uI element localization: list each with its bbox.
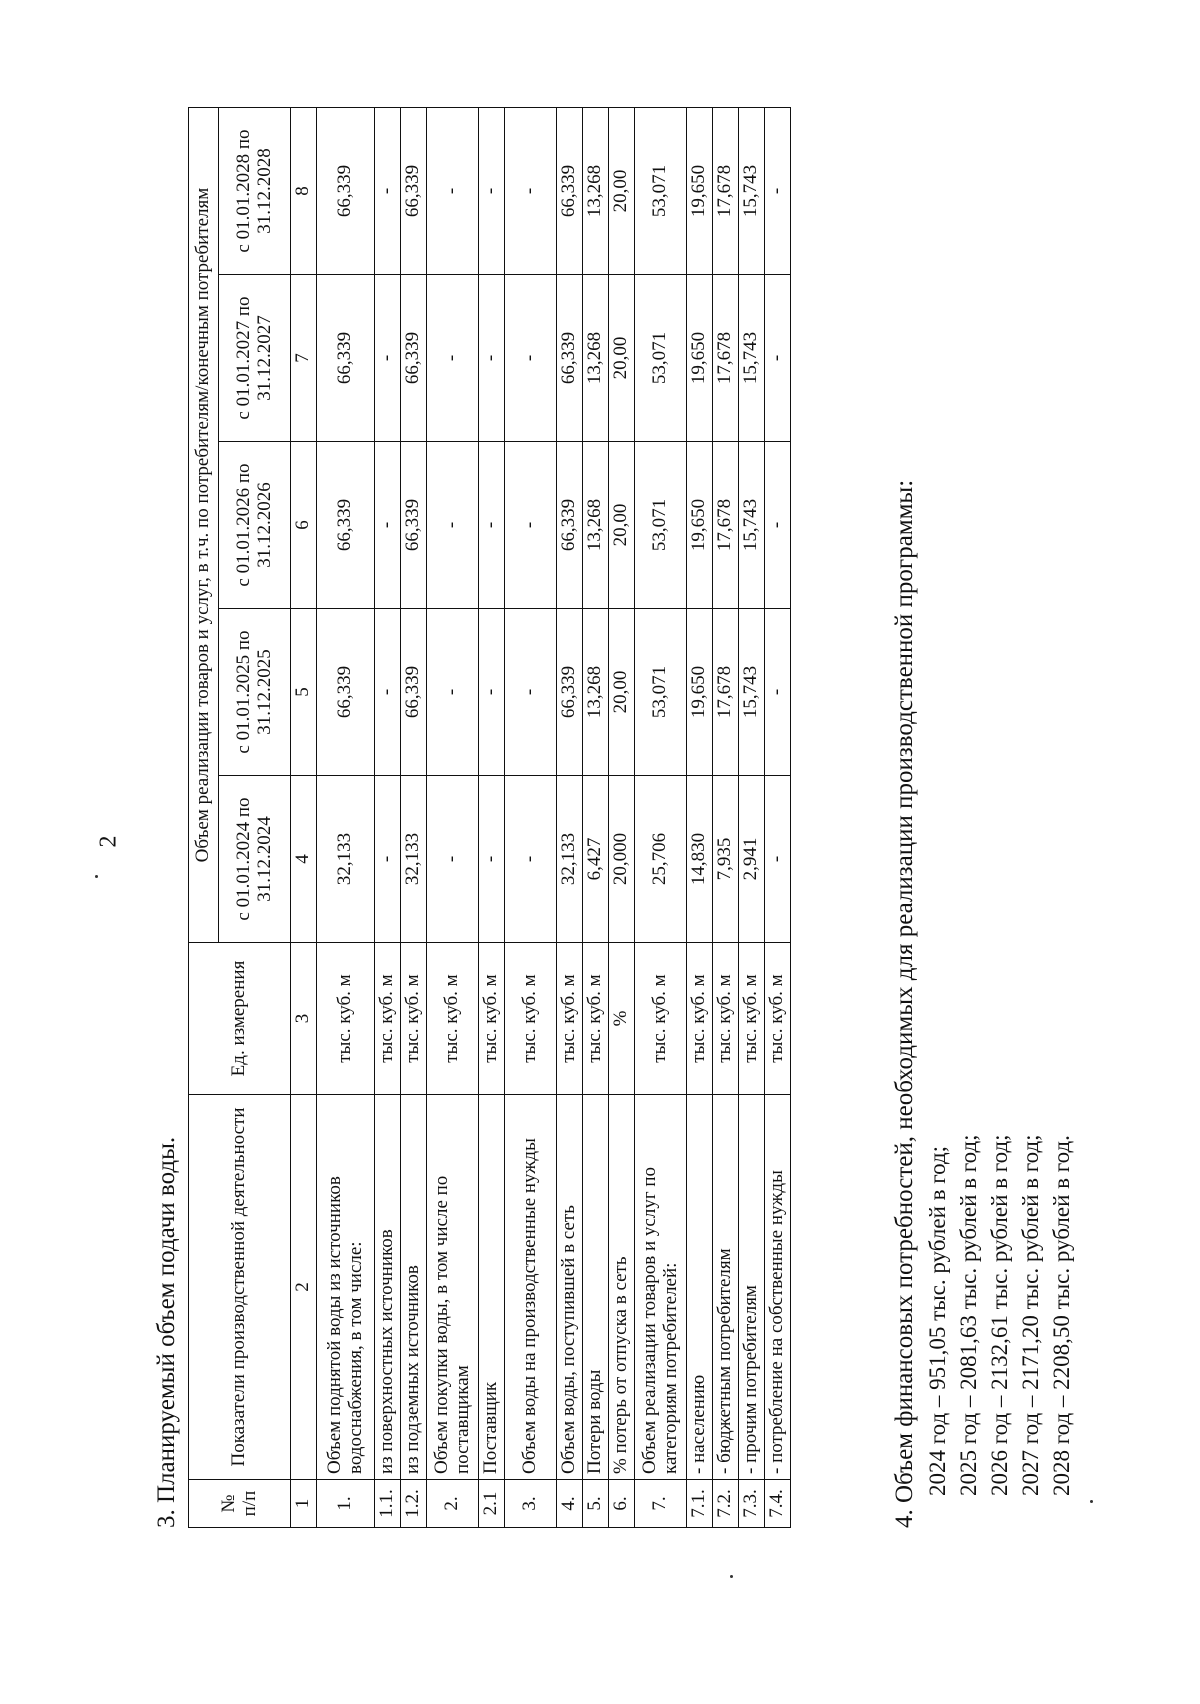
row-number: 7.: [635, 1480, 687, 1528]
row-value: 17,678: [713, 108, 739, 275]
table-row: [401, 108, 427, 1528]
table-row: [317, 108, 375, 1528]
row-value: -: [427, 275, 479, 442]
row-unit: тыс. куб. м: [401, 943, 427, 1095]
row-number: 1.1.: [375, 1480, 401, 1528]
row-value: -: [479, 275, 505, 442]
header-period-2027: с 01.01.2027 по 31.12.2027: [219, 275, 291, 442]
row-number: 7.4.: [765, 1480, 791, 1528]
index-cell: 1: [291, 1480, 317, 1528]
row-value: -: [765, 275, 791, 442]
table-row: [713, 108, 739, 1528]
index-cell: 6: [291, 442, 317, 609]
table-row: [557, 108, 583, 1528]
row-indicator: Потери воды: [583, 1095, 609, 1480]
row-indicator: из подземных источников: [401, 1095, 427, 1480]
row-value: -: [505, 442, 557, 609]
table-row: [427, 108, 479, 1528]
row-number: 1.2.: [401, 1480, 427, 1528]
row-value: -: [375, 275, 401, 442]
row-indicator: Объем воды, поступившей в сеть: [557, 1095, 583, 1480]
row-value: -: [375, 609, 401, 776]
row-value: 17,678: [713, 442, 739, 609]
row-value: 15,743: [739, 275, 765, 442]
row-unit: тыс. куб. м: [317, 943, 375, 1095]
row-value: 20,00: [609, 108, 635, 275]
row-value: 66,339: [557, 108, 583, 275]
row-value: 25,706: [635, 776, 687, 943]
row-value: 66,339: [317, 108, 375, 275]
row-value: 20,00: [609, 442, 635, 609]
row-value: -: [505, 108, 557, 275]
row-value: 17,678: [713, 609, 739, 776]
index-cell: 4: [291, 776, 317, 943]
finance-line-2028: 2028 год – 2208,50 тыс. рублей в год.: [1048, 1135, 1074, 1496]
row-value: 7,935: [713, 776, 739, 943]
row-indicator: Объем воды на производственные нужды: [505, 1095, 557, 1480]
table-row: [583, 108, 609, 1528]
row-value: 20,00: [609, 275, 635, 442]
row-value: -: [427, 108, 479, 275]
header-period-2028: с 01.01.2028 по 31.12.2028: [219, 108, 291, 275]
row-value: -: [479, 442, 505, 609]
row-number: 7.3.: [739, 1480, 765, 1528]
row-unit: тыс. куб. м: [505, 943, 557, 1095]
table-row: [765, 108, 791, 1528]
row-indicator: - потребление на собственные нужды: [765, 1095, 791, 1480]
row-unit: тыс. куб. м: [583, 943, 609, 1095]
row-unit: тыс. куб. м: [557, 943, 583, 1095]
row-number: 6.: [609, 1480, 635, 1528]
row-value: -: [375, 442, 401, 609]
row-value: 32,133: [317, 776, 375, 943]
row-indicator: - прочим потребителям: [739, 1095, 765, 1480]
row-indicator: Поставщик: [479, 1095, 505, 1480]
index-cell: 7: [291, 275, 317, 442]
row-unit: тыс. куб. м: [427, 943, 479, 1095]
row-unit: тыс. куб. м: [765, 943, 791, 1095]
row-value: 15,743: [739, 108, 765, 275]
row-number: 5.: [583, 1480, 609, 1528]
table-row: [505, 108, 557, 1528]
row-value: 19,650: [687, 609, 713, 776]
header-num: № п/п: [189, 1480, 291, 1528]
page-number: 2: [95, 835, 122, 848]
table-row: [609, 108, 635, 1528]
row-value: 53,071: [635, 108, 687, 275]
row-number: 2.: [427, 1480, 479, 1528]
row-value: -: [765, 609, 791, 776]
scan-speck: [730, 1575, 733, 1578]
row-number: 3.: [505, 1480, 557, 1528]
row-value: 53,071: [635, 275, 687, 442]
row-value: 66,339: [557, 442, 583, 609]
row-value: 15,743: [739, 609, 765, 776]
row-value: 66,339: [401, 275, 427, 442]
section-4: [888, 480, 1077, 1528]
scan-speck: [95, 875, 98, 878]
row-indicator: из поверхностных источников: [375, 1095, 401, 1480]
section-4-title: 4. Объем финансовых потребностей, необходимых для реализации производственной программы:: [891, 479, 918, 1528]
table-row: [635, 108, 687, 1528]
row-indicator: - бюджетным потребителям: [713, 1095, 739, 1480]
row-number: 4.: [557, 1480, 583, 1528]
row-value: 19,650: [687, 275, 713, 442]
row-value: 17,678: [713, 275, 739, 442]
row-value: -: [765, 776, 791, 943]
rotated-document-sheet: [143, 78, 1103, 1558]
row-value: 53,071: [635, 609, 687, 776]
row-value: 19,650: [687, 442, 713, 609]
row-number: 7.2.: [713, 1480, 739, 1528]
row-value: -: [505, 275, 557, 442]
header-unit: Ед. измерения: [189, 943, 291, 1095]
finance-line-2025: 2025 год – 2081,63 тыс. рублей в год;: [955, 1134, 981, 1496]
row-value: 32,133: [401, 776, 427, 943]
row-value: -: [479, 108, 505, 275]
index-cell: 2: [291, 1095, 317, 1480]
header-period-2024: с 01.01.2024 по 31.12.2024: [219, 776, 291, 943]
row-value: 66,339: [557, 609, 583, 776]
row-unit: тыс. куб. м: [713, 943, 739, 1095]
row-indicator: Объем покупки воды, в том числе по поставщикам: [427, 1095, 479, 1480]
row-unit: тыс. куб. м: [375, 943, 401, 1095]
table-row: [739, 108, 765, 1528]
row-value: 20,00: [609, 609, 635, 776]
row-value: -: [427, 442, 479, 609]
header-indicator: Показатели производственной деятельности: [189, 1095, 291, 1480]
row-unit: тыс. куб. м: [479, 943, 505, 1095]
row-value: 66,339: [317, 609, 375, 776]
index-cell: 5: [291, 609, 317, 776]
row-value: 20,000: [609, 776, 635, 943]
finance-line-2024: 2024 год – 951,05 тыс. рублей в год;: [924, 1145, 950, 1496]
row-unit: %: [609, 943, 635, 1095]
row-indicator: % потерь от отпуска в сеть: [609, 1095, 635, 1480]
row-value: 66,339: [401, 108, 427, 275]
row-value: -: [479, 776, 505, 943]
header-volume-group: Объем реализации товаров и услуг, в т.ч. по потребителям/конечным потребителям: [189, 108, 219, 943]
row-value: 66,339: [401, 609, 427, 776]
row-value: -: [765, 108, 791, 275]
row-value: 13,268: [583, 275, 609, 442]
row-indicator: - населению: [687, 1095, 713, 1480]
row-value: 2,941: [739, 776, 765, 943]
table-row: [479, 108, 505, 1528]
row-unit: тыс. куб. м: [687, 943, 713, 1095]
row-value: 53,071: [635, 442, 687, 609]
row-unit: тыс. куб. м: [739, 943, 765, 1095]
row-value: 13,268: [583, 442, 609, 609]
row-value: -: [427, 776, 479, 943]
section-3-title: 3. Планируемый объем подачи воды.: [153, 1136, 180, 1528]
row-value: -: [375, 776, 401, 943]
row-value: -: [505, 609, 557, 776]
row-value: -: [765, 442, 791, 609]
row-number: 7.1.: [687, 1480, 713, 1528]
table-row: [375, 108, 401, 1528]
row-value: 19,650: [687, 108, 713, 275]
row-value: 66,339: [557, 275, 583, 442]
row-value: -: [427, 609, 479, 776]
row-value: 15,743: [739, 442, 765, 609]
row-value: 13,268: [583, 108, 609, 275]
row-value: 66,339: [317, 275, 375, 442]
row-value: 66,339: [401, 442, 427, 609]
row-value: 66,339: [317, 442, 375, 609]
row-value: 32,133: [557, 776, 583, 943]
row-value: -: [479, 609, 505, 776]
header-period-2026: с 01.01.2026 по 31.12.2026: [219, 442, 291, 609]
row-number: 1.: [317, 1480, 375, 1528]
row-unit: тыс. куб. м: [635, 943, 687, 1095]
index-cell: 3: [291, 943, 317, 1095]
row-value: -: [375, 108, 401, 275]
table-row: [687, 108, 713, 1528]
row-value: 6,427: [583, 776, 609, 943]
row-indicator: Объем поднятой воды из источников водоснабжения, в том числе:: [317, 1095, 375, 1480]
row-value: -: [505, 776, 557, 943]
row-number: 2.1: [479, 1480, 505, 1528]
finance-line-2027: 2027 год – 2171,20 тыс. рублей в год;: [1017, 1134, 1043, 1496]
finance-line-2026: 2026 год – 2132,61 тыс. рублей в год;: [986, 1134, 1012, 1496]
header-period-2025: с 01.01.2025 по 31.12.2025: [219, 609, 291, 776]
row-indicator: Объем реализации товаров и услуг по категориям потребителей:: [635, 1095, 687, 1480]
row-value: 14,830: [687, 776, 713, 943]
water-supply-table: [188, 107, 791, 1528]
index-cell: 8: [291, 108, 317, 275]
row-value: 13,268: [583, 609, 609, 776]
